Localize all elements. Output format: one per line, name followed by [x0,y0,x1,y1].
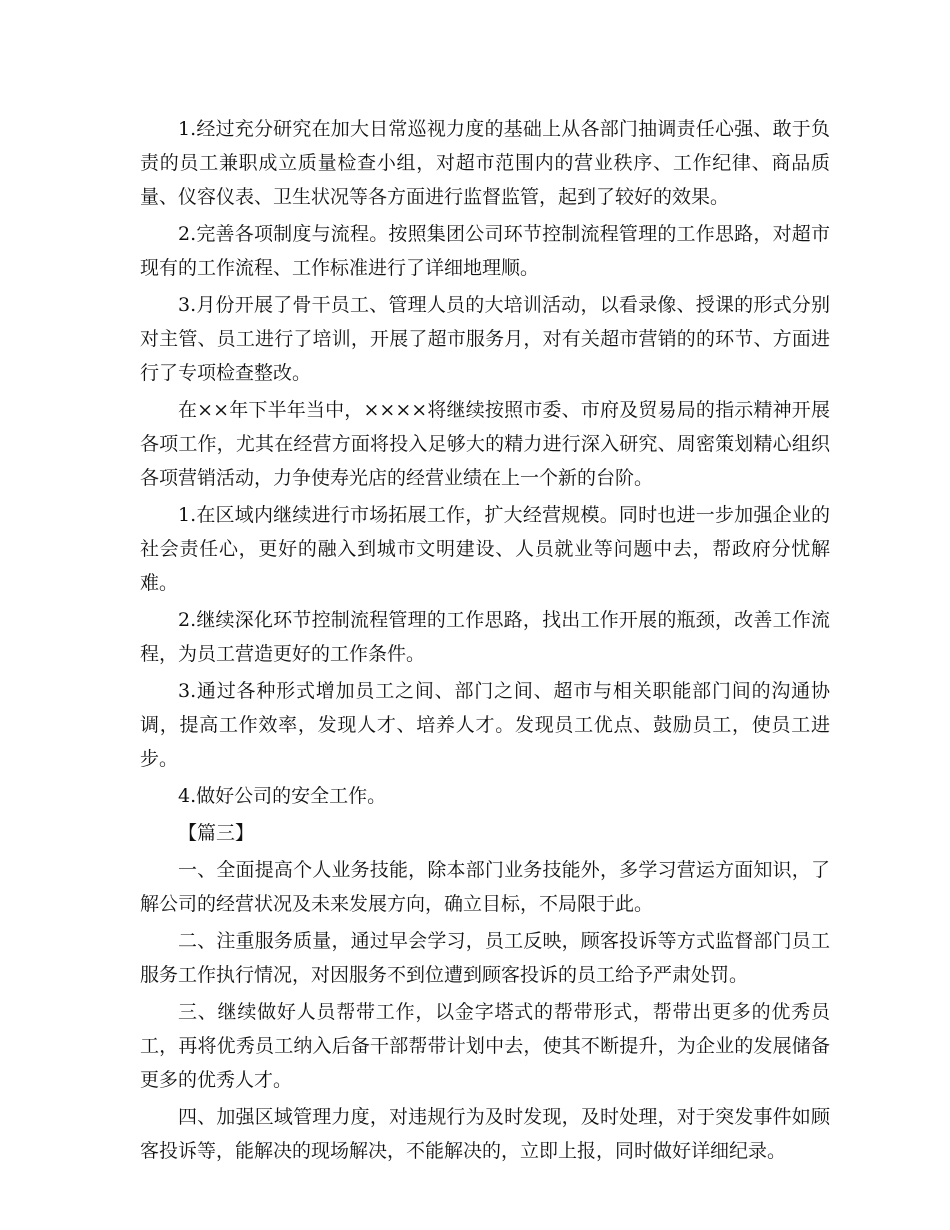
paragraph-8: 4.做好公司的安全工作。 [178,785,387,807]
paragraph-3: 3.月份开展了骨干员工、管理人员的大培训活动，以看录像、授课的形式分别对主管、员工进行了培训，开展了超市服务月，对有关超市营销的的环节、方面进行了专项检查整改。 [140,294,830,384]
section-paragraph-2: 二、注重服务质量，通过早会学习，员工反映，顾客投诉等方式监督部门员工服务工作执行情况，对因服务不到位遭到顾客投诉的员工给予严肃处罚。 [140,930,830,986]
paragraph-4: 在××年下半年当中，××××将继续按照市委、市府及贸易局的指示精神开展各项工作，尤其在经营方面将投入足够大的精力进行深入研究、周密策划精心组织各项营销活动，力争使寿光店的经营业绩在上一个新的台阶。 [140,399,830,489]
paragraph-6: 2.继续深化环节控制流程管理的工作思路，找出工作开展的瓶颈，改善工作流程，为员工营造更好的工作条件。 [140,609,830,665]
paragraph-7: 3.通过各种形式增加员工之间、部门之间、超市与相关职能部门间的沟通协调，提高工作效率，发现人才、培养人才。发现员工优点、鼓励员工，使员工进步。 [140,680,830,770]
section-heading: 【篇三】 [178,822,255,844]
section-paragraph-3: 三、继续做好人员帮带工作，以金字塔式的帮带形式，帮带出更多的优秀员工，再将优秀员工纳入后备干部帮带计划中去，使其不断提升，为企业的发展储备更多的优秀人才。 [140,1001,830,1091]
paragraph-5: 1.在区域内继续进行市场拓展工作，扩大经营规模。同时也进一步加强企业的社会责任心，更好的融入到城市文明建设、人员就业等问题中去，帮政府分忧解难。 [140,504,830,594]
section-paragraph-1: 一、全面提高个人业务技能，除本部门业务技能外，多学习营运方面知识，了解公司的经营状况及未来发展方向，确立目标，不局限于此。 [140,859,830,915]
document-body [140,112,830,1171]
paragraph-1: 1.经过充分研究在加大日常巡视力度的基础上从各部门抽调责任心强、敢于负责的员工兼职成立质量检查小组，对超市范围内的营业秩序、工作纪律、商品质量、仪容仪表、卫生状况等各方面进行监督监管，起到了较好的效果。 [140,118,830,208]
section-paragraph-4: 四、加强区域管理力度，对违规行为及时发现，及时处理，对于突发事件如顾客投诉等，能解决的现场解决，不能解决的，立即上报，同时做好详细纪录。 [140,1106,830,1162]
paragraph-2: 2.完善各项制度与流程。按照集团公司环节控制流程管理的工作思路，对超市现有的工作流程、工作标准进行了详细地理顺。 [140,223,830,279]
